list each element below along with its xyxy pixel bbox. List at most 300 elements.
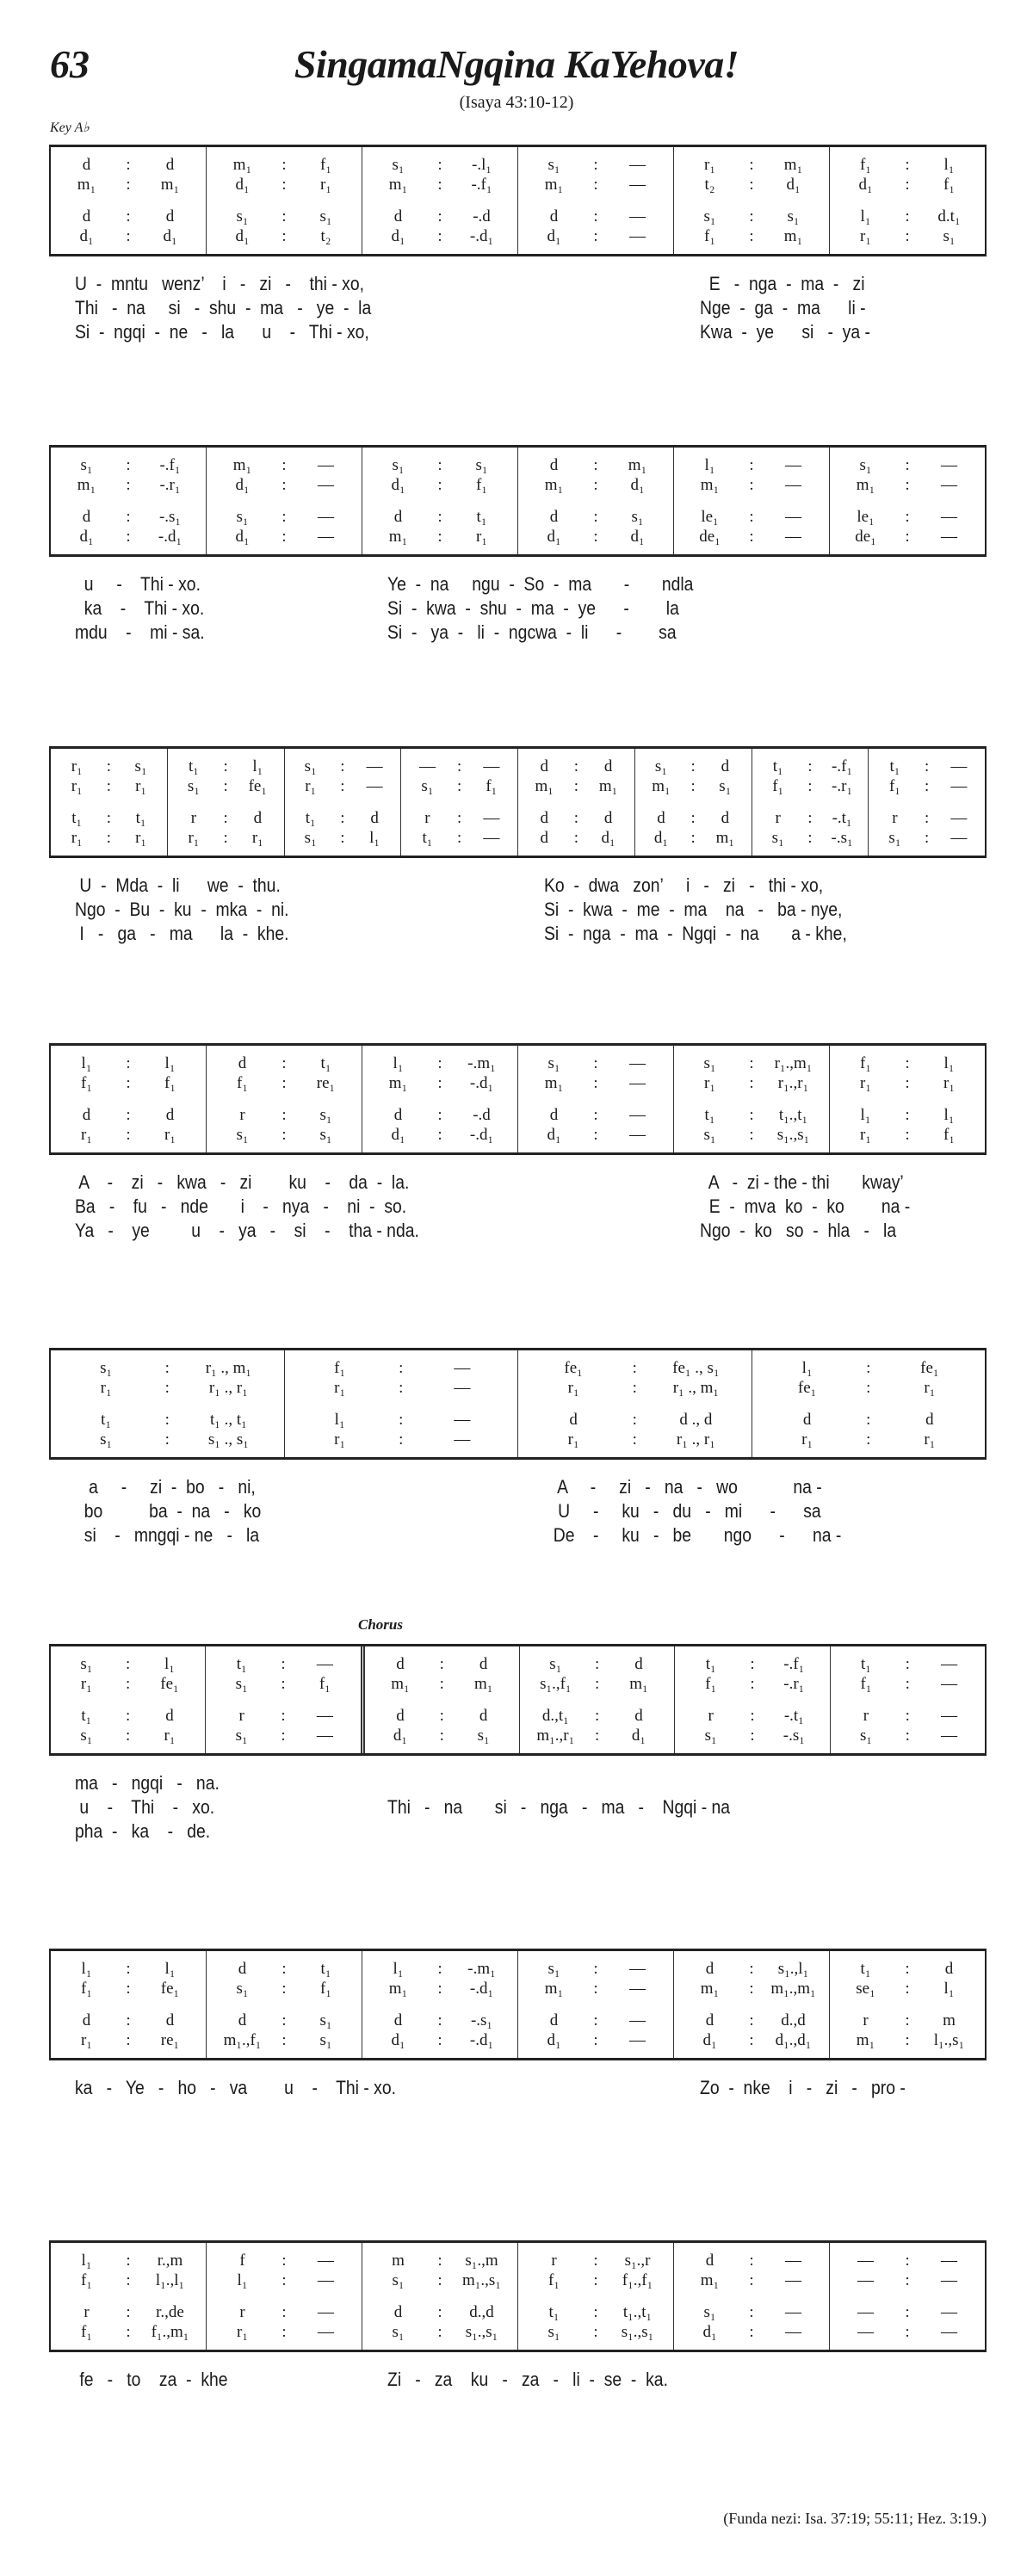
beat-2: — bbox=[941, 1655, 958, 1673]
beat-2: d bbox=[165, 1106, 175, 1124]
beat-2: l₁.,s₁ bbox=[933, 2031, 965, 2049]
beat-1: d bbox=[396, 1655, 405, 1673]
measure bbox=[206, 448, 362, 554]
beat-2: l₁ bbox=[943, 1980, 955, 1998]
bass-notes bbox=[518, 528, 673, 547]
beat-2: -.d₁ bbox=[158, 528, 182, 546]
beat-separator: : bbox=[749, 207, 754, 225]
measure bbox=[51, 1046, 206, 1152]
bass-notes bbox=[830, 2323, 985, 2342]
beat-2: r₁ ., m₁ bbox=[672, 1379, 720, 1397]
key-signature: Key A♭ bbox=[50, 120, 90, 135]
beat-2: -.r₁ bbox=[159, 476, 181, 494]
beat-2: m₁ bbox=[160, 176, 180, 194]
beat-2: -.t₁ bbox=[783, 1707, 804, 1725]
measure bbox=[51, 448, 206, 554]
measure bbox=[284, 749, 401, 856]
beat-2: -.f₁ bbox=[832, 757, 853, 775]
lyric-line: Si - ya - li - ngcwa - li - sa bbox=[387, 621, 677, 643]
beat-1: — bbox=[857, 2323, 874, 2341]
soprano-notes bbox=[674, 2252, 829, 2270]
beat-separator: : bbox=[905, 1074, 910, 1092]
beat-1: fe₁ bbox=[797, 1379, 817, 1397]
tenor-notes bbox=[830, 2011, 985, 2030]
beat-1: r₁ bbox=[81, 1126, 92, 1144]
beat-1: f₁ bbox=[705, 1675, 717, 1693]
soprano-notes bbox=[831, 1655, 985, 1674]
beat-1: d₁ bbox=[547, 227, 561, 245]
beat-separator: : bbox=[690, 757, 696, 775]
bass-notes bbox=[51, 1727, 205, 1745]
beat-separator: : bbox=[281, 2271, 287, 2289]
beat-2: r.,de bbox=[156, 2303, 184, 2321]
tenor-notes bbox=[362, 2011, 517, 2030]
beat-1: d bbox=[540, 829, 548, 847]
beat-separator: : bbox=[223, 809, 228, 827]
beat-1: f₁ bbox=[81, 1980, 92, 1998]
bass-notes bbox=[674, 2323, 829, 2342]
beat-separator: : bbox=[807, 777, 813, 795]
beat-separator: : bbox=[905, 1707, 910, 1725]
beat-1: l₁ bbox=[704, 456, 715, 474]
beat-separator: : bbox=[281, 2323, 287, 2341]
measure bbox=[519, 1646, 674, 1753]
alto-notes bbox=[362, 1980, 517, 1998]
soprano-notes bbox=[674, 156, 829, 175]
music-system bbox=[49, 145, 987, 358]
beat-2: t₂ bbox=[320, 227, 331, 245]
beat-separator: : bbox=[126, 176, 131, 194]
measure bbox=[517, 1350, 752, 1457]
beat-2: t₁ ., t₁ bbox=[209, 1411, 247, 1429]
beat-2: — bbox=[785, 456, 801, 474]
alto-notes bbox=[362, 476, 517, 495]
beat-1: d₁ bbox=[547, 2031, 561, 2049]
beat-2: s₁ bbox=[319, 2031, 332, 2049]
beat-1: r bbox=[863, 1707, 869, 1725]
bass-notes bbox=[752, 829, 869, 848]
beat-2: r₁ bbox=[135, 777, 147, 795]
beat-2: — bbox=[785, 2271, 801, 2289]
measure bbox=[829, 1951, 985, 2058]
beat-separator: : bbox=[690, 809, 696, 827]
measure bbox=[400, 749, 517, 856]
alto-notes bbox=[635, 777, 752, 796]
beat-1: — bbox=[857, 2303, 874, 2321]
beat-separator: : bbox=[126, 2303, 131, 2321]
bass-notes bbox=[674, 528, 829, 547]
beat-2: — bbox=[941, 476, 957, 494]
staff-box bbox=[49, 445, 987, 557]
beat-separator: : bbox=[807, 757, 813, 775]
soprano-notes bbox=[830, 2252, 985, 2270]
beat-separator: : bbox=[750, 1727, 755, 1745]
beat-2: r₁ bbox=[135, 829, 147, 847]
beat-2: — bbox=[785, 528, 801, 546]
beat-2: — bbox=[483, 829, 500, 847]
beat-separator: : bbox=[905, 2011, 910, 2029]
beat-2: — bbox=[454, 1379, 471, 1397]
beat-2: d bbox=[603, 757, 613, 775]
beat-2: r₁ bbox=[164, 1727, 176, 1745]
beat-separator: : bbox=[437, 2031, 442, 2049]
beat-separator: : bbox=[437, 1106, 442, 1124]
bass-notes bbox=[207, 2031, 362, 2050]
beat-separator: : bbox=[749, 476, 754, 494]
alto-notes bbox=[674, 476, 829, 495]
bass-notes bbox=[207, 528, 362, 547]
tenor-notes bbox=[51, 2303, 206, 2322]
beat-2: — bbox=[785, 476, 801, 494]
beat-separator: : bbox=[126, 1980, 131, 1998]
beat-2: r₁ bbox=[924, 1430, 936, 1449]
beat-2: — bbox=[941, 2323, 957, 2341]
beat-separator: : bbox=[281, 2252, 287, 2270]
beat-1: t₁ bbox=[889, 757, 900, 775]
beat-1: l₁ bbox=[81, 1960, 92, 1978]
beat-separator: : bbox=[281, 456, 287, 474]
bass-notes bbox=[168, 829, 284, 848]
beat-separator: : bbox=[281, 207, 287, 225]
beat-2: d bbox=[165, 1707, 174, 1725]
bass-notes bbox=[362, 2031, 517, 2050]
measure bbox=[829, 448, 985, 554]
soprano-notes bbox=[285, 1359, 518, 1378]
lyrics-block bbox=[49, 874, 987, 960]
lyric-line: Thi - na si - nga - ma - Ngqi - na bbox=[387, 1796, 731, 1818]
soprano-notes bbox=[869, 757, 985, 776]
beat-separator: : bbox=[281, 2011, 287, 2029]
beat-separator: : bbox=[593, 227, 598, 245]
beat-2: — bbox=[941, 1675, 958, 1693]
tenor-notes bbox=[206, 1707, 360, 1726]
tenor-notes bbox=[365, 1707, 519, 1726]
hymn-number: 63 bbox=[50, 42, 90, 86]
beat-separator: : bbox=[593, 1126, 598, 1144]
beat-separator: : bbox=[126, 2271, 131, 2289]
beat-1: t₁ bbox=[861, 1655, 871, 1673]
soprano-notes bbox=[207, 1054, 362, 1073]
measure bbox=[206, 1046, 362, 1152]
measure bbox=[51, 1350, 284, 1457]
soprano-notes bbox=[168, 757, 284, 776]
bass-notes bbox=[51, 1126, 206, 1145]
beat-2: f₁.,m₁ bbox=[151, 2323, 189, 2341]
lyric-line: E - nga - ma - zi bbox=[700, 273, 865, 294]
beat-1: d bbox=[549, 508, 559, 526]
alto-notes bbox=[362, 2271, 517, 2290]
lyric-phrase bbox=[75, 572, 205, 645]
beat-2: f₁.,f₁ bbox=[622, 2271, 653, 2289]
beat-2: — bbox=[629, 1054, 646, 1072]
beat-1: — bbox=[418, 757, 436, 775]
beat-separator: : bbox=[281, 2031, 287, 2049]
alto-notes bbox=[51, 1675, 205, 1694]
beat-1: d bbox=[396, 1707, 405, 1725]
lyric-line: ma - ngqi - na. bbox=[75, 1772, 220, 1794]
beat-2: r₁ bbox=[320, 176, 331, 194]
beat-separator: : bbox=[593, 456, 598, 474]
alto-notes bbox=[207, 176, 362, 195]
beat-1: d bbox=[82, 1106, 91, 1124]
beat-2: — bbox=[318, 2303, 334, 2321]
beat-separator: : bbox=[593, 1074, 598, 1092]
beat-2: d ., d bbox=[679, 1411, 713, 1429]
beat-separator: : bbox=[439, 1727, 444, 1745]
beat-separator: : bbox=[593, 2271, 598, 2289]
measure bbox=[51, 147, 206, 254]
beat-2: -.t₁ bbox=[832, 809, 852, 827]
beat-2: — bbox=[785, 2323, 801, 2341]
bass-notes bbox=[675, 1727, 829, 1745]
beat-1: r₁ bbox=[305, 777, 317, 795]
beat-2: — bbox=[318, 2323, 334, 2341]
alto-notes bbox=[168, 777, 284, 796]
beat-2: d bbox=[721, 809, 730, 827]
beat-2: s₁.,l₁ bbox=[777, 1960, 809, 1978]
beat-2: — bbox=[454, 1430, 471, 1449]
beat-2: r₁ bbox=[943, 1074, 955, 1092]
soprano-notes bbox=[207, 2252, 362, 2270]
beat-1: d₁ bbox=[391, 2031, 405, 2049]
beat-2: — bbox=[316, 1727, 333, 1745]
beat-2: s₁ bbox=[319, 1106, 332, 1124]
footer-references: (Funda nezi: Isa. 37:19; 55:11; Hez. 3:19.) bbox=[723, 2510, 987, 2527]
alto-notes bbox=[675, 1675, 829, 1694]
beat-separator: : bbox=[164, 1379, 170, 1397]
soprano-notes bbox=[518, 1359, 752, 1378]
beat-separator: : bbox=[573, 777, 579, 795]
lyric-line: Si - nga - ma - Ngqi - na a - khe, bbox=[543, 923, 847, 944]
beat-2: — bbox=[941, 1727, 958, 1745]
beat-separator: : bbox=[593, 1054, 598, 1072]
beat-2: — bbox=[318, 2271, 334, 2289]
beat-1: t₁ bbox=[305, 809, 316, 827]
beat-separator: : bbox=[281, 1727, 286, 1745]
alto-notes bbox=[518, 1074, 673, 1093]
beat-1: l₁ bbox=[801, 1359, 813, 1377]
beat-separator: : bbox=[905, 1106, 910, 1124]
beat-2: d₁ bbox=[630, 476, 645, 494]
beat-separator: : bbox=[106, 777, 112, 795]
beat-separator: : bbox=[126, 1106, 131, 1124]
beat-separator: : bbox=[106, 829, 112, 847]
beat-separator: : bbox=[437, 508, 442, 526]
measure bbox=[517, 2243, 673, 2350]
soprano-notes bbox=[207, 456, 362, 475]
beat-1: r bbox=[190, 809, 197, 827]
beat-separator: : bbox=[593, 156, 598, 174]
bass-notes bbox=[285, 1430, 518, 1449]
tenor-notes bbox=[752, 809, 869, 828]
beat-separator: : bbox=[593, 2303, 598, 2321]
beat-separator: : bbox=[905, 207, 910, 225]
beat-1: m₁ bbox=[77, 176, 96, 194]
beat-1: t₁ bbox=[236, 1655, 247, 1673]
tenor-notes bbox=[168, 809, 284, 828]
page-title: SingamaNgqina KaYehova! bbox=[294, 42, 739, 86]
beat-separator: : bbox=[593, 508, 598, 526]
beat-2: -.s₁ bbox=[831, 829, 853, 847]
tenor-notes bbox=[830, 207, 985, 226]
beat-1: r₁ bbox=[334, 1430, 346, 1449]
beat-separator: : bbox=[281, 1106, 287, 1124]
beat-1: l₁ bbox=[393, 1960, 404, 1978]
beat-2: m₁ bbox=[715, 829, 735, 847]
lyric-line: si - mngqi - ne - la bbox=[75, 1524, 260, 1546]
beat-2: r.,m bbox=[157, 2252, 183, 2270]
beat-1: s₁ bbox=[236, 207, 249, 225]
beat-1: r₁ bbox=[71, 829, 83, 847]
beat-separator: : bbox=[593, 528, 598, 546]
bass-notes bbox=[206, 1727, 360, 1745]
bass-notes bbox=[51, 2323, 206, 2342]
beat-1: r₁ bbox=[704, 156, 715, 174]
beat-2: fe₁ bbox=[160, 1980, 180, 1998]
beat-2: s₁.,r bbox=[624, 2252, 651, 2270]
beat-2: — bbox=[454, 1359, 471, 1377]
beat-separator: : bbox=[281, 508, 287, 526]
alto-notes bbox=[362, 176, 517, 195]
beat-1: m₁ bbox=[856, 2031, 875, 2049]
lyric-phrase bbox=[75, 1475, 261, 1547]
beat-2: — bbox=[629, 2011, 646, 2029]
beat-1: d bbox=[657, 809, 665, 827]
bass-notes bbox=[401, 829, 517, 848]
soprano-notes bbox=[518, 757, 634, 776]
beat-1: d₁ bbox=[235, 227, 250, 245]
beat-1: m₁ bbox=[232, 456, 252, 474]
staff-box bbox=[49, 746, 987, 858]
beat-separator: : bbox=[164, 1359, 170, 1377]
soprano-notes bbox=[51, 757, 167, 776]
bass-notes bbox=[518, 1430, 752, 1449]
bass-notes bbox=[51, 1430, 284, 1449]
soprano-notes bbox=[51, 1655, 205, 1674]
beat-separator: : bbox=[905, 1655, 910, 1673]
beat-1: s₁ bbox=[235, 1727, 248, 1745]
beat-separator: : bbox=[439, 1675, 444, 1693]
beat-1: d₁ bbox=[547, 1126, 561, 1144]
beat-separator: : bbox=[807, 829, 813, 847]
beat-1: r₁ bbox=[100, 1379, 112, 1397]
beat-1: f₁ bbox=[81, 2271, 92, 2289]
beat-separator: : bbox=[749, 1960, 754, 1978]
beat-1: d bbox=[540, 809, 548, 827]
beat-separator: : bbox=[595, 1727, 600, 1745]
beat-1: s₁ bbox=[549, 1655, 562, 1673]
alto-notes bbox=[285, 1379, 518, 1398]
beat-2: l₁ bbox=[943, 156, 955, 174]
beat-1: r₁ bbox=[81, 2031, 92, 2049]
beat-2: -.m₁ bbox=[467, 1054, 496, 1072]
beat-2: f₁ bbox=[320, 156, 331, 174]
bass-notes bbox=[831, 1727, 985, 1745]
beat-separator: : bbox=[281, 528, 287, 546]
beat-2: -.d₁ bbox=[469, 2031, 494, 2049]
lyric-line: ka - Ye - ho - va u - Thi - xo. bbox=[75, 2077, 396, 2098]
measure bbox=[362, 1951, 517, 2058]
beat-2: s₁.,s₁ bbox=[621, 2323, 654, 2341]
beat-separator: : bbox=[399, 1379, 404, 1397]
lyric-line: Kwa - ye si - ya - bbox=[700, 321, 870, 343]
alto-notes bbox=[285, 777, 401, 796]
beat-separator: : bbox=[126, 528, 131, 546]
beat-2: m₁ bbox=[628, 456, 647, 474]
beat-separator: : bbox=[106, 757, 112, 775]
soprano-notes bbox=[207, 1960, 362, 1979]
measure bbox=[167, 749, 284, 856]
beat-separator: : bbox=[126, 1054, 131, 1072]
beat-separator: : bbox=[593, 2031, 598, 2049]
beat-1: r₁ bbox=[80, 1675, 92, 1693]
beat-separator: : bbox=[750, 1707, 755, 1725]
beat-separator: : bbox=[126, 2323, 131, 2341]
tenor-notes bbox=[51, 1411, 284, 1430]
beat-1: m₁ bbox=[391, 1675, 410, 1693]
beat-separator: : bbox=[924, 829, 930, 847]
beat-2: d bbox=[165, 207, 175, 225]
beat-2: — bbox=[316, 1707, 333, 1725]
beat-separator: : bbox=[126, 508, 131, 526]
beat-2: t₁ bbox=[476, 508, 487, 526]
beat-separator: : bbox=[593, 2011, 598, 2029]
beat-2: -.d bbox=[473, 1106, 491, 1124]
beat-separator: : bbox=[905, 2303, 910, 2321]
lyric-line: Ba - fu - nde i - nya - ni - so. bbox=[75, 1195, 407, 1217]
beat-2: — bbox=[941, 2271, 957, 2289]
bass-notes bbox=[518, 2323, 673, 2342]
beat-1: m₁ bbox=[544, 1980, 564, 1998]
beat-2: — bbox=[629, 227, 646, 245]
beat-separator: : bbox=[281, 1655, 286, 1673]
beat-2: s₁.,s₁ bbox=[465, 2323, 498, 2341]
soprano-notes bbox=[518, 1054, 673, 1073]
beat-2: f₁ bbox=[320, 1980, 331, 1998]
beat-separator: : bbox=[749, 1054, 754, 1072]
music-system bbox=[49, 1949, 987, 2162]
tenor-notes bbox=[51, 1707, 205, 1726]
beat-2: -.l₁ bbox=[472, 156, 492, 174]
beat-separator: : bbox=[905, 508, 910, 526]
beat-2: — bbox=[941, 528, 957, 546]
tenor-notes bbox=[51, 1106, 206, 1125]
beat-1: d bbox=[393, 2303, 403, 2321]
beat-1: r₁ bbox=[237, 2323, 248, 2341]
beat-2: -.r₁ bbox=[783, 1675, 805, 1693]
tenor-notes bbox=[518, 1411, 752, 1430]
measure bbox=[517, 1046, 673, 1152]
beat-separator: : bbox=[281, 476, 287, 494]
beat-separator: : bbox=[281, 1960, 287, 1978]
beat-1: t₁ bbox=[704, 1106, 715, 1124]
beat-1: t₁ bbox=[81, 1707, 92, 1725]
beat-separator: : bbox=[340, 777, 345, 795]
beat-2: -.s₁ bbox=[782, 1727, 805, 1745]
beat-1: d bbox=[549, 2011, 559, 2029]
alto-notes bbox=[830, 476, 985, 495]
beat-separator: : bbox=[281, 227, 287, 245]
beat-2: s₁ bbox=[134, 757, 147, 775]
beat-1: t₁ bbox=[188, 757, 199, 775]
alto-notes bbox=[520, 1675, 674, 1694]
beat-2: m₁ bbox=[783, 156, 803, 174]
soprano-notes bbox=[752, 1359, 986, 1378]
beat-1: s₁ bbox=[304, 757, 317, 775]
beat-2: m₁ bbox=[473, 1675, 493, 1693]
beat-2: l₁ bbox=[164, 1960, 176, 1978]
beat-separator: : bbox=[106, 809, 112, 827]
